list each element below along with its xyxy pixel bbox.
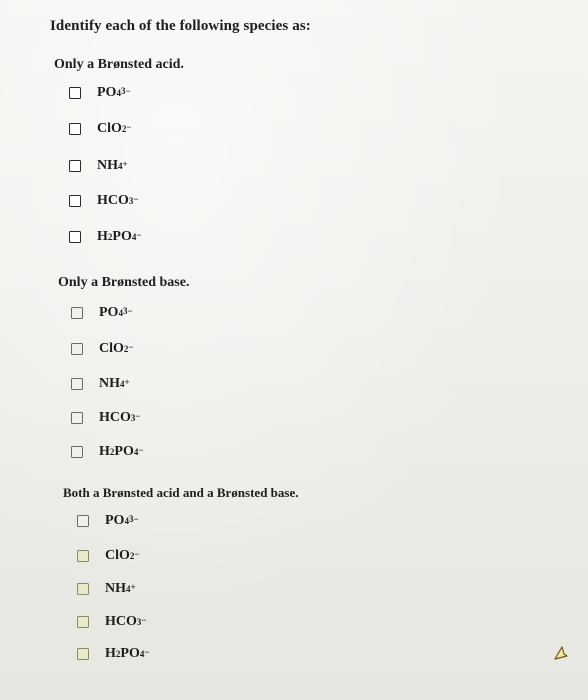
formula-label: NH 4 + [105, 581, 136, 596]
option-acid-clo2[interactable] [69, 118, 132, 140]
formula-label: PO 4 $^{3-}$ [97, 85, 131, 100]
option-base-nh4[interactable] [71, 373, 130, 395]
option-both-hco3[interactable] [77, 611, 147, 633]
option-both-po4[interactable] [77, 510, 139, 532]
formula-label: ClO 2 − [97, 121, 132, 136]
section-title-acid: Only a Brønsted acid. [54, 57, 184, 72]
option-base-hco3[interactable] [71, 407, 141, 429]
section-title-base: Only a Brønsted base. [58, 275, 190, 290]
formula-label: ClO 2 − [99, 341, 134, 356]
formula-label: H 2 PO 4 − [105, 646, 150, 661]
checkbox[interactable] [71, 378, 83, 390]
option-acid-nh4[interactable] [69, 155, 128, 177]
formula-label: NH 4 + [97, 158, 128, 173]
checkbox[interactable] [77, 648, 89, 660]
option-base-clo2[interactable] [71, 338, 134, 360]
checkbox[interactable] [69, 160, 81, 172]
option-both-clo2[interactable] [77, 545, 140, 567]
question-heading: Identify each of the following species as: [50, 18, 311, 34]
checkbox[interactable] [77, 616, 89, 628]
checkbox[interactable] [71, 343, 83, 355]
option-both-h2po4[interactable] [77, 643, 149, 665]
checkbox[interactable] [77, 550, 89, 562]
checkbox[interactable] [69, 231, 81, 243]
formula-label: ClO 2 − [105, 548, 140, 563]
option-both-nh4[interactable] [77, 578, 136, 600]
option-acid-h2po4[interactable] [69, 226, 141, 248]
checkbox[interactable] [69, 123, 81, 135]
formula-label: PO 4 $^{3-}$ [105, 513, 139, 528]
formula-label: PO 4 $^{3-}$ [99, 305, 133, 320]
option-acid-po4[interactable] [69, 82, 131, 104]
checkbox[interactable] [71, 307, 83, 319]
formula-label: NH 4 + [99, 376, 130, 391]
checkbox[interactable] [77, 583, 89, 595]
formula-label: HCO 3 − [99, 410, 141, 425]
formula-label: HCO 3 − [97, 193, 139, 208]
option-acid-hco3[interactable] [69, 190, 139, 212]
checkbox[interactable] [77, 515, 89, 527]
formula-label: HCO 3 − [105, 614, 147, 629]
section-title-both: Both a Brønsted acid and a Brønsted base. [63, 485, 299, 500]
option-base-po4[interactable] [71, 302, 133, 324]
checkbox[interactable] [71, 412, 83, 424]
checkbox[interactable] [69, 195, 81, 207]
checkbox[interactable] [69, 87, 81, 99]
checkbox[interactable] [71, 446, 83, 458]
pointer-cursor-icon [553, 645, 569, 661]
option-base-h2po4[interactable] [71, 441, 143, 463]
formula-label: H 2 PO 4 − [97, 229, 142, 244]
formula-label: H 2 PO 4 − [99, 444, 144, 459]
